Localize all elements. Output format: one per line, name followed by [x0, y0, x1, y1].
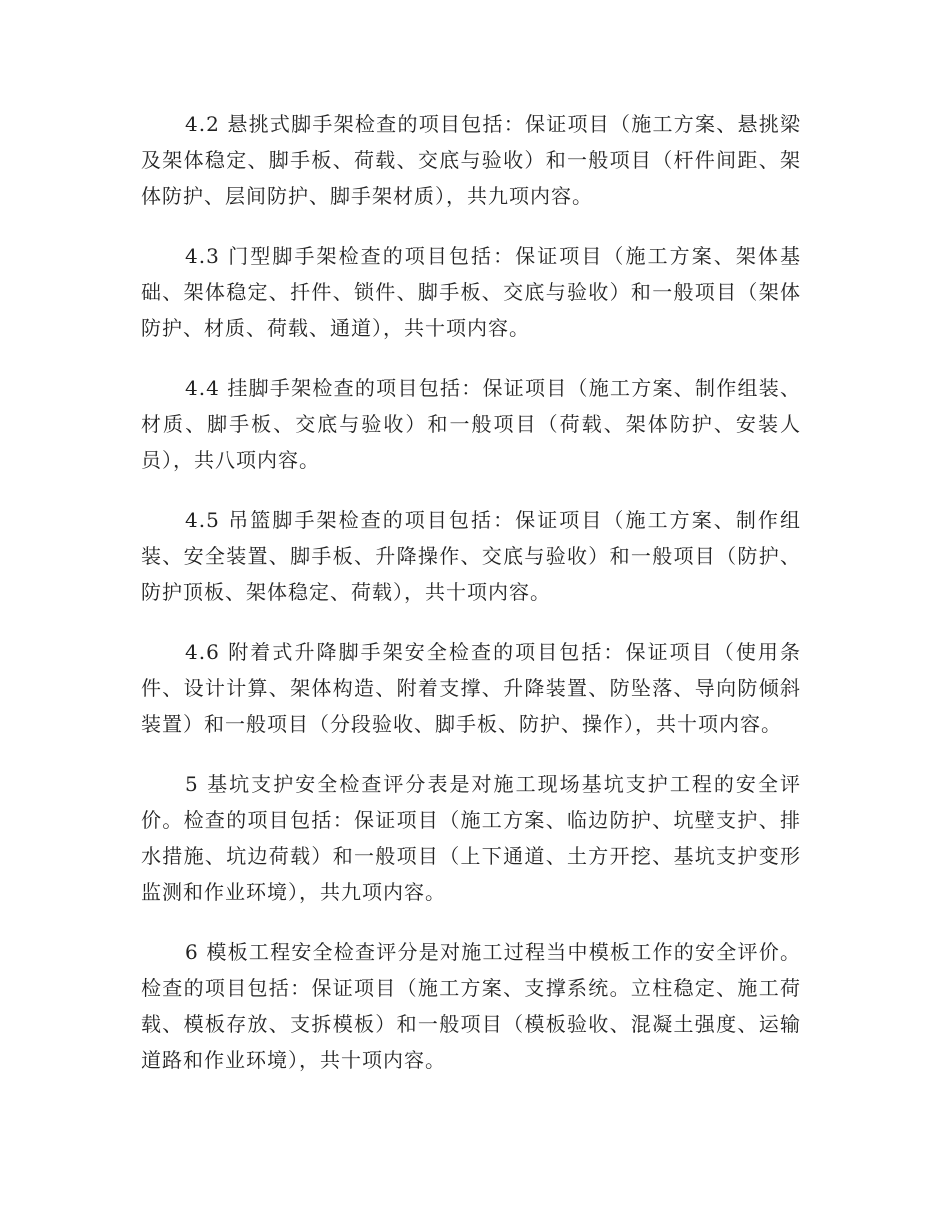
- paragraph-5: 5 基坑支护安全检查评分表是对施工现场基坑支护工程的安全评价。检查的项目包括：保证项目（施工方案、临边防护、坑壁支护、排水措施、坑边荷载）和一般项目（上下通道、土方开挖、基坑支护变形监测和作业环境），共九项内容。: [141, 772, 801, 904]
- paragraph-4-5: 4.5 吊篮脚手架检查的项目包括：保证项目（施工方案、制作组装、安全装置、脚手板、升降操作、交底与验收）和一般项目（防护、防护顶板、架体稳定、荷载），共十项内容。: [141, 508, 801, 604]
- paragraph-4-4: 4.4 挂脚手架检查的项目包括：保证项目（施工方案、制作组装、材质、脚手板、交底与验收）和一般项目（荷载、架体防护、安装人员），共八项内容。: [141, 376, 801, 472]
- paragraph-6: 6 模板工程安全检查评分是对施工过程当中模板工作的安全评价。检查的项目包括：保证项目（施工方案、支撑系统。立柱稳定、施工荷载、模板存放、支拆模板）和一般项目（模板验收、混凝土强度、运输道路和作业环境），共十项内容。: [141, 940, 801, 1072]
- paragraph-4-6: 4.6 附着式升降脚手架安全检查的项目包括：保证项目（使用条件、设计计算、架体构造、附着支撑、升降装置、防坠落、导向防倾斜装置）和一般项目（分段验收、脚手板、防护、操作），共十项内容。: [141, 640, 801, 736]
- paragraph-4-2: 4.2 悬挑式脚手架检查的项目包括：保证项目（施工方案、悬挑梁及架体稳定、脚手板、荷载、交底与验收）和一般项目（杆件间距、架体防护、层间防护、脚手架材质），共九项内容。: [141, 112, 801, 208]
- document-body: [141, 106, 801, 1102]
- paragraph-4-3: 4.3 门型脚手架检查的项目包括：保证项目（施工方案、架体基础、架体稳定、扦件、锁件、脚手板、交底与验收）和一般项目（架体防护、材质、荷载、通道），共十项内容。: [141, 244, 801, 340]
